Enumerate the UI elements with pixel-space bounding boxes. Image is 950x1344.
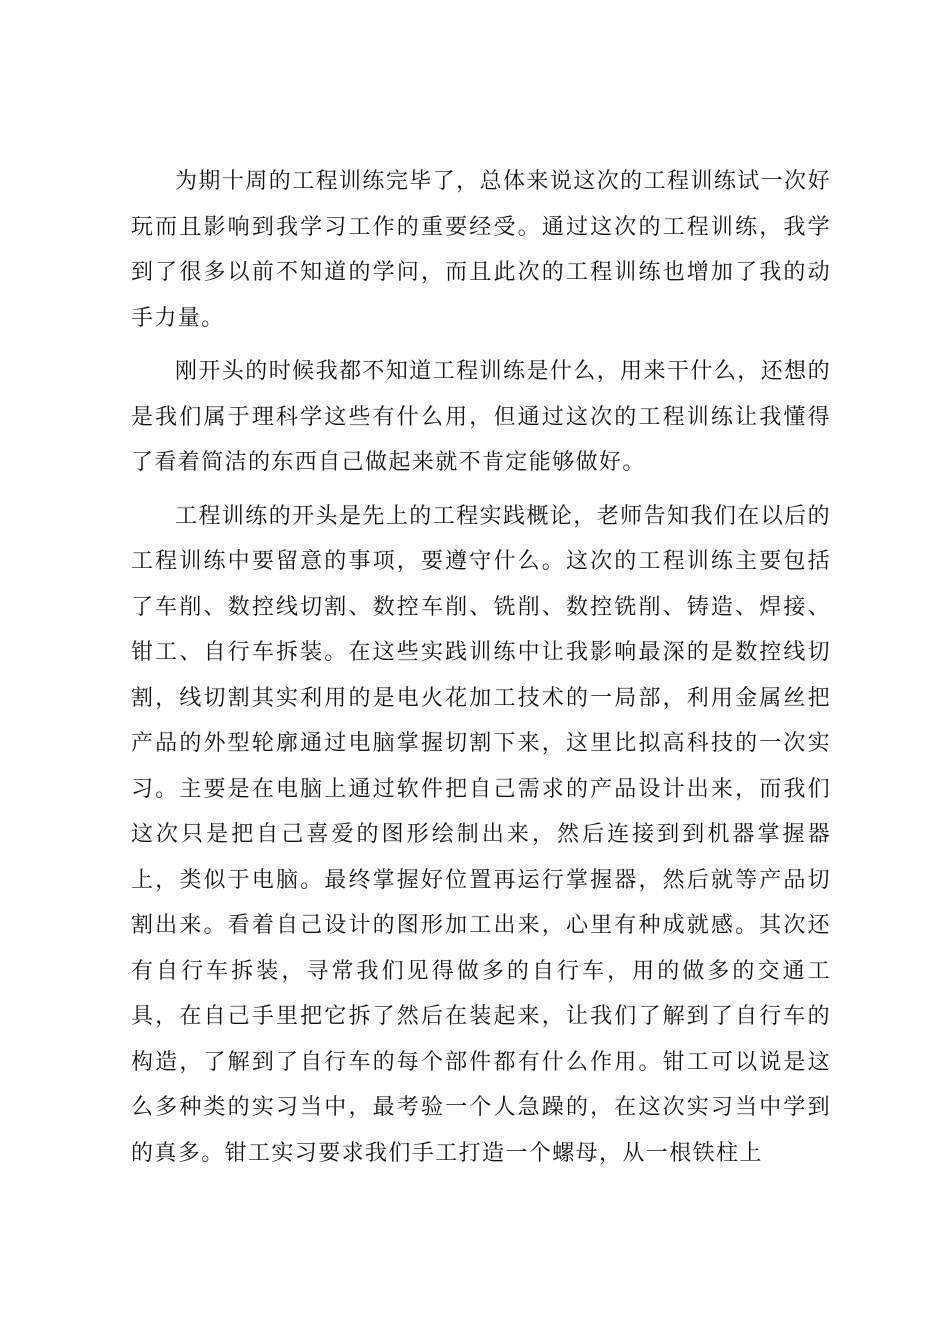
paragraph-2: 刚开头的时候我都不知道工程训练是什么，用来干什么，还想的是我们属于理科学这些有什么用，但通过这次的工程训练让我懂得了看着简洁的东西自己做起来就不肯定能够做好。 — [131, 359, 831, 475]
paragraph-3: 工程训练的开头是先上的工程实践概论，老师告知我们在以后的工程训练中要留意的事项，要遵守什么。这次的工程训练主要包括了车削、数控线切割、数控车削、铣削、数控铣削、铸造、焊接、钳工、自行车拆装。在这些实践训练中让我影响最深的是数控线切割，线切割其实利用的是电火花加工技术的一局部，利用金属丝把产品的外型轮廓通过电脑掌握切割下来，这里比拟高科技的一次实习。主要是在电脑上通过软件把自己需求的产品设计出来，而我们这次只是把自己喜爱的图形绘制出来，然后连接到到机器掌握器上，类似于电脑。最终掌握好位置再运行掌握器，然后就等产品切割出来。看着自己设计的图形加工出来，心里有种成就感。其次还有自行车拆装，寻常我们见得做多的自行车，用的做多的交通工具，在自己手里把它拆了然后在装起来，让我们了解到了自行车的构造，了解到了自行车的每个部件都有什么作用。钳工可以说是这么多种类的实习当中，最考验一个人急躁的，在这次实习当中学到的真多。钳工实习要求我们手工打造一个螺母，从一根铁柱上 — [131, 503, 831, 1166]
document-body — [131, 159, 831, 1184]
paragraph-1: 为期十周的工程训练完毕了，总体来说这次的工程训练试一次好玩而且影响到我学习工作的重要经受。通过这次的工程训练，我学到了很多以前不知道的学问，而且此次的工程训练也增加了我的动手力量。 — [131, 169, 831, 331]
